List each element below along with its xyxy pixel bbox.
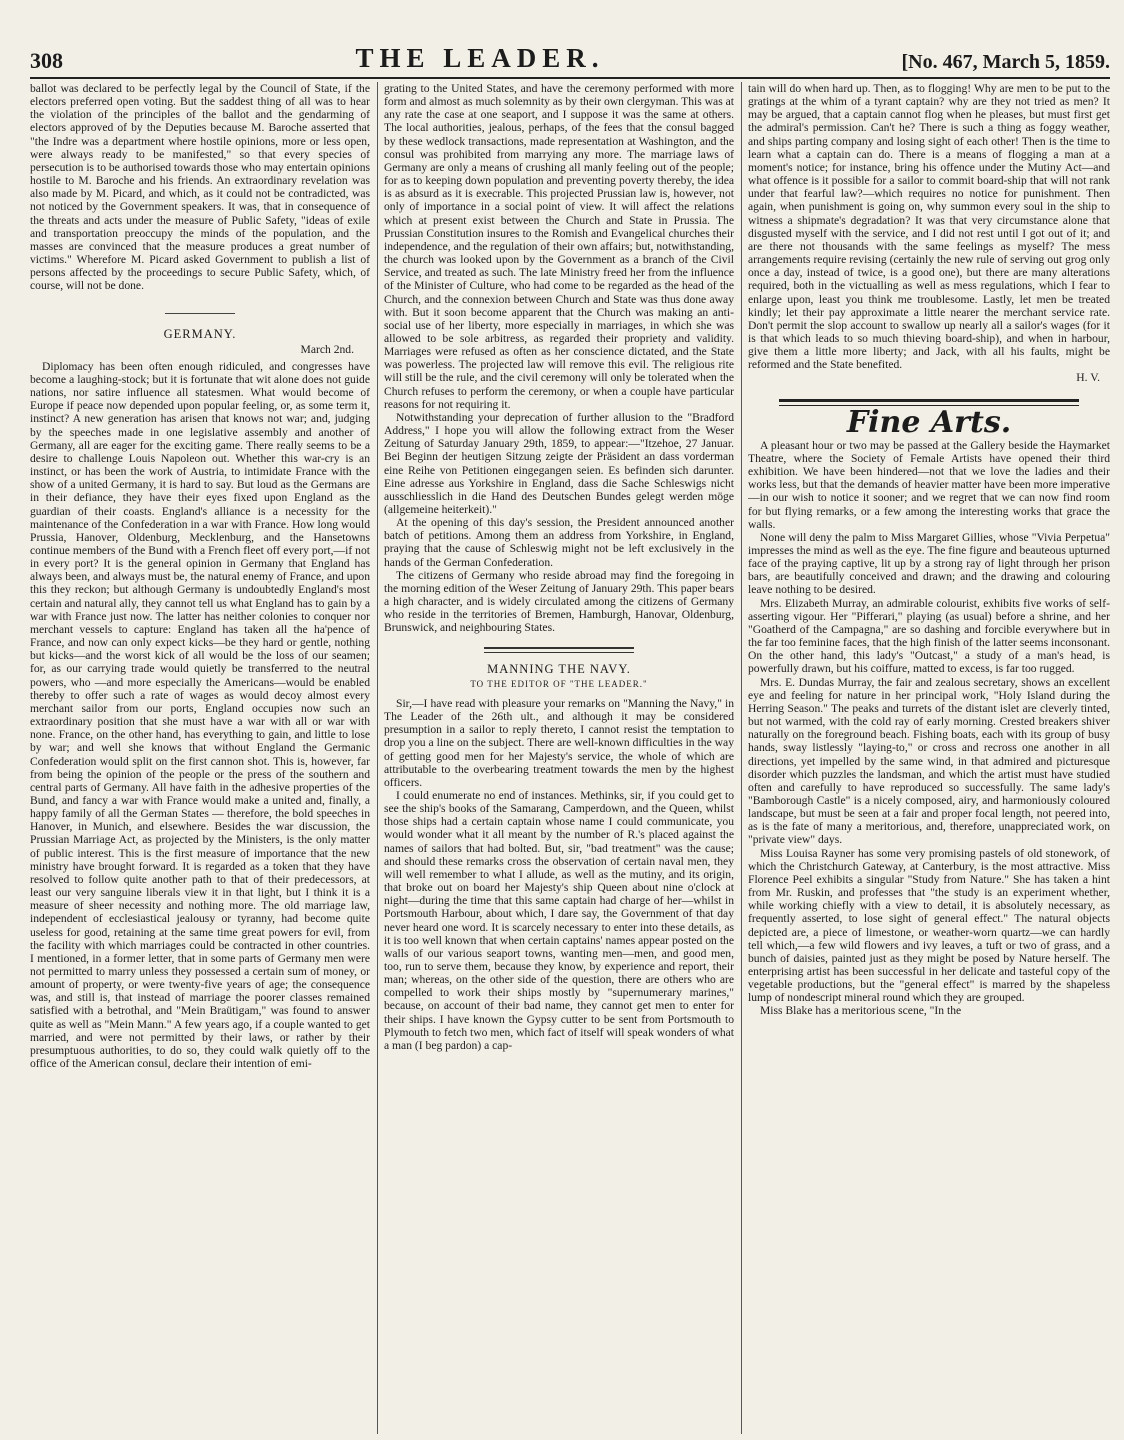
article-paragraph: grating to the United States, and have the ceremony performed with more form and almost as much solemnity as by their own clergyman. This was at any rate the case at one seaport, and I suppose it was the same at others. The local authorities, jealous, perhaps, of the fees that the consul bagged by these wedlock transactions, made representation at Washington, and the consul was prohibited from marrying any more. The marriage laws of Germany are only a means of crushing all manly feeling out of the people; for as to keeping down population and preventing poverty thereby, the idea is as absurd as it is execrable. This projected Prussian law is, however, not only of importance in a social point of view. It will affect the relations which at present exist between the Church and State in Prussia. The Prussian Constitution insures to the Romish and Evangelical churches their independence, and the regulation of their own affairs; but, notwithstanding, the church was looked upon by the Government as a branch of the Civil Service, and treated as such. The late Ministry freed her from the influence of the Minister of Culture, who had come to be regarded as the head of the Church, and the connexion between Church and State was thus done away with. But it soon become apparent that the Church was making an anti-social use of her liberty, more especially in marriages, in which she was allowed to be sole arbitress, as regarded their propriety and validity. Marriages were refused as often as her conscience dictated, and the State was powerless. The projected law will remove this evil. The religious rite will still be the rule, and the civil ceremony will only be tolerated when the Church refuses to perform the ceremony, or when a couple have particular reasons for not requiring it.	[384, 82, 734, 411]
letter-address: TO THE EDITOR OF "THE LEADER."	[470, 678, 648, 689]
header-rule	[30, 77, 1110, 79]
article-paragraph: The citizens of Germany who reside abroad may find the foregoing in the morning edition of the Weser Zeitung of January 29th. This paper bears a high character, and is widely circulated among the citizens of Germany who reside in the territories of Bremen, Hamburgh, Hanovar, Oldenburg, Brunswick, and neighbouring States.	[384, 568, 734, 635]
article-paragraph: Diplomacy has been often enough ridiculed, and congresses have become a laughing-stock; but it is fortunate that wit alone does not guide nations, nor satire influence all statesmen. What would become of Europe if peace now depended upon popular feeling, or, as some term it, instinct? A new generation has arisen that knows not war; and, judging by the speeches made in one legislative assembly and another of Germany, all are eager for the exciting game. There really seems to be a desire to challenge Louis Napoleon out. Whether this war-cry is an instinct, or has been the work of Austria, to intimidate France with the show of a united Germany, it is hard to say. But loud as the Germans are in their defiance, they have their eyes fixed upon England as the guardian of their coasts. England's alliance is a necessity for the maintenance of the Confederation in a war with France. How long would Prussia, Hanover, Oldenburg, Mecklenburg, and the Hansetowns continue members of the Bund with a French fleet off every port,—if not in every port? It is the general opinion in Germany that England has always been, and always must be, the natural enemy of France, and upon this they reckon; but although Germany is undoubtedly England's most certain and natural ally, they cannot tell us what England has to gain by a war with France just now. The latter has neither colonies to conquer nor merchant vessels to capture: England has taken all the ha'pence of France, and now can only expect kicks—be they hard or gentle, nothing but kicks—and the worst kick of all would be the loss of our seamen; for, as our carrying trade would quietly be transferred to the neutral powers, who —and more especially the Americans—would be enabled thereby to offer such a rate of wages as would decoy almost every merchant sailor from our ports, England occupies now such an extraordinary position that she must have a war with all or war with none. France, on the other hand, has everything to gain, and little to lose by war; and well she knows that without England the Germanic Confederation would split on the first cannon shot. This is, however, far from being the opinion of the people or the press of the southern and central parts of Germany. All have faith in the adhesive properties of the Bund, and fancy a war with France would make a united and, finally, a happy family of all the German States — therefore, the bold speeches in Hanover, in Munich, and elsewhere. Besides the war discussion, the Prussian Marriage Act, as projected by the Ministers, is the only matter of public interest. This is the first measure of importance that the new ministry have brought forward. It is regarded as a token that they have resolved to follow quite another path to that of their predecessors, at least our very sanguine liberals view it in that light, but I think it is a measure of sheer necessity and nothing more. The old marriage law, independent of ecclesiastical jealousy or tyranny, had become quite useless for good, retaining at the same time great powers for evil, from the facility with which marriages could be contracted in other countries. I mentioned, in a former letter, that in some parts of Germany men were not permitted to marry unless they possessed a certain sum of money, or amount of property, or were twenty-five years of age; the consequence was, and still is, that instead of marriage the poorer classes remained satisfied with a betrothal, and "Mein Braütigam," was found to answer quite as well as "Mein Mann." A few years ago, if a couple wanted to get married, and were not permitted by their laws, or rather by their presumptuous authorities, to do so, they could walk quietly off to the office of the American consul, declare their intention of emi-	[30, 359, 370, 1071]
letter-signature: H. V.	[1076, 371, 1100, 385]
article-paragraph: At the opening of this day's session, the President announced another batch of petitions. Among them an address from Yorkshire, in England, praying that the cause of Schleswig might not be left exclusively in the hands of the German Confederation.	[384, 516, 734, 569]
section-separator	[165, 313, 235, 314]
article-paragraph: None will deny the palm to Miss Margaret Gillies, whose "Vivia Perpetua" impresses the mind as well as the eye. The fine figure and beauteous upturned face of the praying captive, lit up by a strong ray of light through her prison bars, are beautifully conceived and drawn; and the drawing and colouring leave nothing to be desired.	[748, 530, 1110, 597]
article-paragraph: Mrs. Elizabeth Murray, an admirable colourist, exhibits five works of self-asserting vigour. Her "Pifferari," playing (as usual) before a shrine, and her "Goatherd of the Campagna," are so dashing and forcible everywhere but in the far too feminine faces, that the high finish of the latter seems inconsonant. On the other hand, this lady's "Outcast," a study of a man's head, is powerfully drawn, but his coiffure, matted to excess, is far too rugged.	[748, 596, 1110, 676]
column-divider	[377, 82, 378, 1434]
column-3	[748, 82, 1110, 1434]
article-paragraph: Miss Blake has a meritorious scene, "In the	[760, 1004, 962, 1018]
article-paragraph: Mrs. E. Dundas Murray, the fair and zealous secretary, shows an excellent eye and feeling for nature in her principal work, "Holy Island during the Herring Season." The peaks and turrets of the distant islet are cleverly tinted, but not warmed, with the cold ray of early morning. Crested breakers shiver naturally on the foreground beach. Fishing boats, each with its group of busy hands, sway listlessly "laying-to," or cross and recross one another in all directions, yet impelled by the same wind, in that admired and picturesque disorder which puzzles the landsman, and which the artist must have studied often and carefully to have reproduced so successfully. The same lady's "Bamborough Castle" is a nicely composed, airy, and harmoniously coloured landscape, but must be seen at a fair and proper focal length, not peered into, as is the fate of many a meritorious, and, therefore, unappreciated work, on "private view" days.	[748, 675, 1110, 847]
article-paragraph: Notwithstanding your deprecation of further allusion to the "Bradford Address," I hope you will allow the following extract from the Weser Zeitung of Saturday January 29th, 1859, to appear:—"Itzehoe, 27 Januar. Bei Beginn der heutigen Sitzung zeigte der Präsident an dass vorderman eine Reihe von Petitionen eingegangen seien. Es befinden sich darunter. Eine adresse aus Yorkshire in England, dass die Sache Schleswigs nicht ausschliesslich in die Hand des Deutschen Bundes gelegt werden möge (allgemeine heiterkeit)."	[384, 410, 734, 516]
column-2	[384, 82, 734, 1434]
section-title-fine-arts: Fine Arts.	[846, 404, 1012, 440]
article-paragraph: I could enumerate no end of instances. Methinks, sir, if you could get to see the ship's books of the Samarang, Camperdown, and the Queen, whilst those ships had a certain captain whose name I could communicate, you would wonder what it all meant by the number of R.'s placed against the names of sailors that had bolted. But, sir, "bad treatment" was the cause; and should these remarks cross the observation of certain naval men, they will well remember to what I allude, as well as the mutiny, and its origin, that broke out on board her Majesty's ship Queen about nine o'clock at night—during the time that this same captain had charge of her—whilst in Portsmouth Harbour, about which, I dare say, the Government of that day never heard one word. It is scarcely necessary to enter into these details, as it is too well known that when certain captains' names appear posted on the walls of our various seaport towns, wanting men—men, and good men, too, run to serve them, because they know, by experience and report, their man; whereas, on the other side of the question, there are others who are compelled to work their ships mostly by "supernumerary marines," because, on account of their bad name, they cannot get men to enter for their ships. I have known the Gypsy cutter to be sent from Portsmouth to Plymouth to fetch two men, which fact of itself will speak wonders of what a man (I beg pardon) a cap-	[384, 788, 734, 1052]
column-divider	[741, 82, 742, 1434]
paper-title: THE LEADER.	[355, 43, 605, 73]
article-paragraph: Miss Louisa Rayner has some very promising pastels of old stonework, of which the Christchurch Gateway, at Canterbury, is the most attractive. Miss Florence Peel exhibits a singular "Study from Nature." She has taken a hint from Mr. Ruskin, and professes that "the study is an experiment whether, while working chiefly with a view to detail, it is absolutely necessary, as frequently asserted, to lose sight of general effect." The natural objects depicted are, a piece of limestone, or weather-worn quartz—we can hardly tell which,—a few wild flowers and ivy leaves, a tuft or two of grass, and a bunch of daisies, painted just as they might be posed by Nature herself. The enterprising artist has been successful in her delicate and tasteful copy of the vegetable productions, but the "general effect" is marred by the shapeless lump of nondescript mineral round which they are grouped.	[748, 846, 1110, 1005]
masthead	[30, 40, 1110, 74]
article-paragraph: Sir,—I have read with pleasure your remarks on "Manning the Navy," in The Leader of the 26th ult., and although it may be considered presumption in a sailor to reply thereto, I cannot resist the temptation to drop you a line on the subject. There are well-known difficulties in the way of getting good men for her Majesty's service, the whole of which are attributable to the overbearing treatment towards the men by the highest officers.	[384, 696, 734, 789]
dateline: March 2nd.	[300, 342, 354, 356]
section-separator	[484, 647, 634, 653]
issue-date: [No. 467, March 5, 1859.	[901, 51, 1110, 73]
article-paragraph: ballot was declared to be perfectly legal by the Council of State, if the electors preferred open voting. But the saddest thing of all was to hear the violation of the principles of the ballot and the gendarming of electors approved of by the Deputies because M. Baroche asserted that "the Indre was a department where hostile opinions, more or less open, were always ready to be manifested," so that every species of persecution is to be authorised towards those who may entertain opinions hostile to M. Baroche and his friends. An extraordinary revelation was also made by M. Picard, and which, as it could not be contradicted, was not noticed by the Government speakers. It was, that in consequence of the threats and acts under the measure of Public Safety, "ideas of exile and transportation preoccupy the minds of the population, and the masses are convinced that the measure produces a great number of victims." Wherefore M. Picard asked Government to publish a list of persons affected by the proceedings to secure Public Safety, which, of course, will not be done.	[30, 82, 370, 293]
article-paragraph: tain will do when hard up. Then, as to flogging! Why are men to be put to the gratings at the whim of a tyrant captain? why are they not tried as men? It may be argued, that a captain cannot flog when he pleases, but must first get the admiral's permission. Can't he? There is such a thing as foggy weather, and ships parting company and losing sight of each other! Then is the time to learn what a captain can do. There is a means of flogging a man at a moment's notice; for instance, bring his offence under the Mutiny Act—and what offence is it possible for a sailor to commit board-ship that will not rank under that fearful law?—which requires no notice for punishment. Then again, when punishment is going on, why summon every soul in the ship to witness a shipmate's degradation? It was that very circumstance alone that disgusted myself with the service, and I did not rest until I got out of it; and are there not thousands with the same feelings as myself? The mess arrangements require revising (certainly the new rule of serving out grog only once a day, instead of twice, is a good one), but there are many alterations required, both in the victualling as well as mess regulations, which I fear to enlarge upon, least you think me troublesome. Lastly, let men be treated kindly; let their pay approximate a little nearer the merchant service rate. Don't permit the slop account to swallow up nearly all a sailor's wages (for it is that which leads to so much thieving board-ship), and when in harbour, give them a little more liberty; and Jack, with all his faults, might be reformed and the State benefited.	[748, 82, 1110, 372]
article-paragraph: A pleasant hour or two may be passed at the Gallery beside the Haymarket Theatre, where the Society of Female Artists have opened their third exhibition. We have been hindered—not that we love the ladies and their works less, but that the demands of heavier matter have been more imperative—in our wish to notice it sooner; and we regret that we can now find room for but flying remarks, or a few among the interesting works that grace the walls.	[748, 438, 1110, 531]
section-heading-navy: MANNING THE NAVY.	[487, 661, 631, 676]
section-heading-germany: GERMANY.	[163, 326, 237, 341]
column-1	[30, 82, 370, 1434]
page-number: 308	[30, 48, 63, 73]
